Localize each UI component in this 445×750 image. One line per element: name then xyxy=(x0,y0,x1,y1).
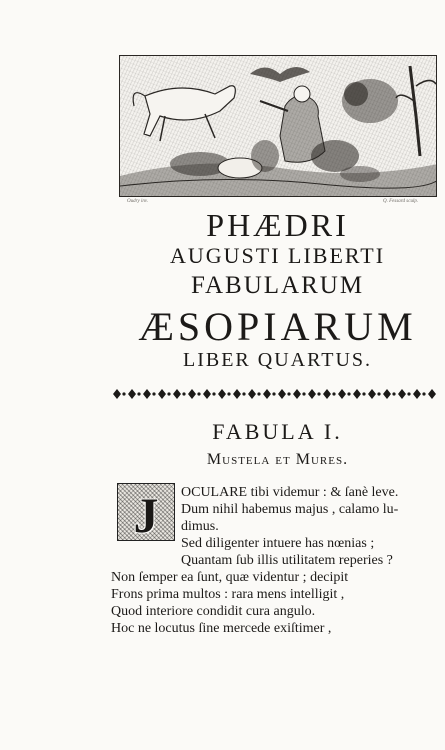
fleuron-ornament xyxy=(218,389,231,399)
fleuron-ornament xyxy=(203,389,216,399)
fable-number: FABULA I. xyxy=(212,419,343,444)
verse-line: Quod interiore condidit cura angulo. xyxy=(111,604,316,619)
fleuron-ornament xyxy=(188,389,201,399)
ornamental-divider xyxy=(107,384,437,404)
verse-line: Dum nihil habemus majus , calamo lu- xyxy=(181,502,399,517)
engraving-illustration xyxy=(119,55,437,197)
fleuron-ornament xyxy=(413,389,426,399)
fleuron-ornament xyxy=(338,389,351,399)
drop-cap-initial xyxy=(117,483,175,541)
fleuron-ornament xyxy=(248,389,261,399)
fleuron-ornament xyxy=(143,389,156,399)
fleuron-ornament xyxy=(293,389,306,399)
verse-line: Hoc ne locutus ſine mercede exiſtimer , xyxy=(111,621,332,636)
verse-line: OCULARE tibi videmur : & ſanè leve. xyxy=(181,485,399,500)
verse-line: Non ſemper ea ſunt, quæ videntur ; decipit xyxy=(111,570,349,585)
fleuron-ornament xyxy=(173,389,186,399)
engraving-signature-left: Oudry inv. xyxy=(127,199,149,204)
engraving-scene xyxy=(120,56,437,197)
fleuron-ornament xyxy=(353,389,366,399)
fleuron-ornament xyxy=(128,389,141,399)
fleuron-ornament xyxy=(323,389,336,399)
fleuron-ornament xyxy=(398,389,411,399)
fleuron-ornament xyxy=(263,389,276,399)
title-author: PHÆDRI xyxy=(206,207,349,243)
verse-line: Frons prima multos : rara mens intelligit , xyxy=(111,587,345,602)
fleuron-ornament xyxy=(113,389,126,399)
fleuron-ornament xyxy=(278,389,291,399)
fleuron-ornament xyxy=(158,389,171,399)
fable-title: Mustela et Mures. xyxy=(206,451,349,468)
title-fabularum: FABULARUM xyxy=(190,272,365,299)
fleuron-ornament xyxy=(368,389,381,399)
fleuron-ornament xyxy=(308,389,321,399)
fleuron-ornament xyxy=(428,389,437,399)
verse-line: dimus. xyxy=(181,519,219,534)
fleuron-ornament xyxy=(383,389,396,399)
drop-cap-letter: J xyxy=(133,487,159,543)
verse-line: Sed diligenter intuere has nœnias ; xyxy=(181,536,375,551)
title-book-number: LIBER QUARTUS. xyxy=(182,349,373,371)
title-subtitle: AUGUSTI LIBERTI xyxy=(169,243,386,268)
title-aesopiarum: ÆSOPIARUM xyxy=(138,304,417,349)
fleuron-ornament xyxy=(233,389,246,399)
engraving-signature-right: Q. Fessard sculp. xyxy=(383,199,419,204)
verse-line: Quantam ſub illis utilitatem reperies ? xyxy=(181,553,393,568)
